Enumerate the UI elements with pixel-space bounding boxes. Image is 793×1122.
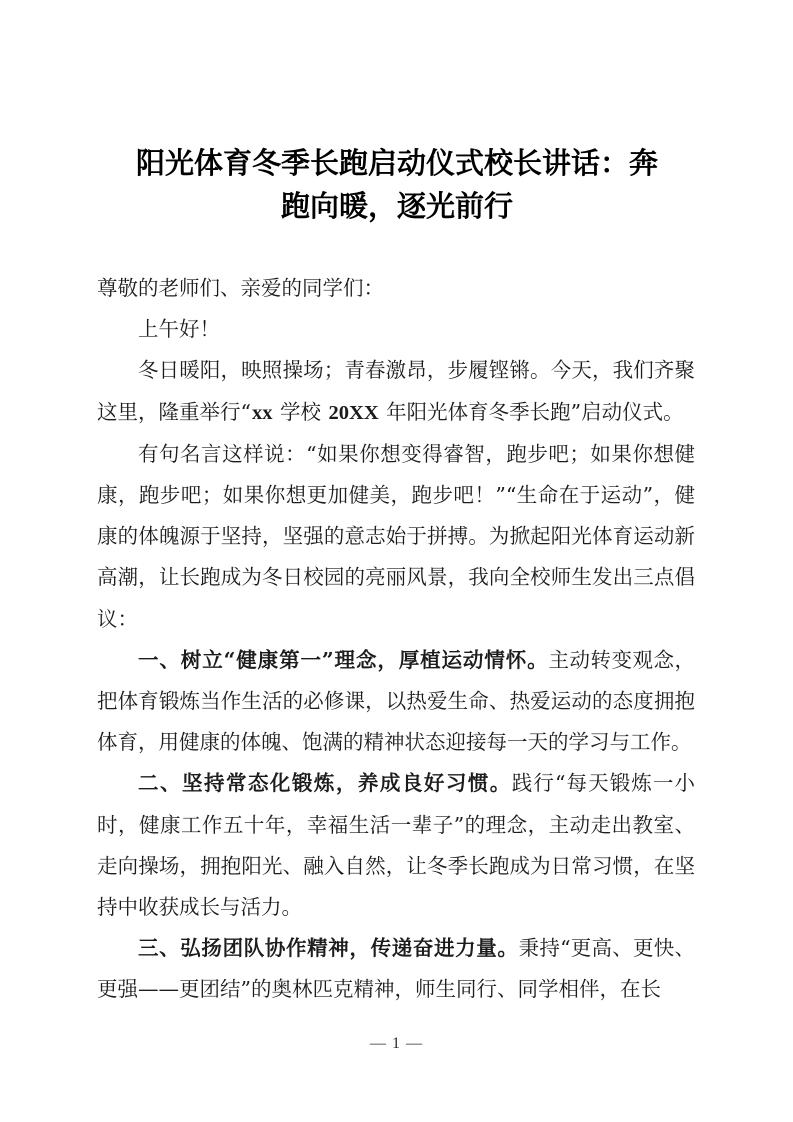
- page-title-line-1: 阳光体育冬季长跑启动仪式校长讲话：奔: [135, 146, 658, 180]
- point-one-heading: 一、树立“健康第一”理念，厚植运动情怀。: [138, 647, 549, 672]
- school-placeholder-text: xx: [251, 401, 273, 424]
- point-three-text: 秉持“更高、更快、更强——更团结”的奥林匹克精神，师生同行、同学相伴，在长: [97, 936, 696, 1002]
- document-body: [97, 268, 695, 1011]
- paragraph-point-three: [97, 928, 695, 1010]
- paragraph-greeting: [97, 309, 695, 350]
- page-number-footer: [0, 1035, 793, 1053]
- page-title: [97, 142, 697, 228]
- greeting-text: 上午好！: [138, 317, 220, 342]
- page-number: — 1 —: [370, 1035, 423, 1052]
- point-three-heading: 三、弘扬团队协作精神，传递奋进力量。: [138, 936, 519, 961]
- salutation-text: 尊敬的老师们、亲爱的同学们：: [97, 276, 384, 300]
- year-placeholder-text: 20XX: [328, 401, 379, 424]
- paragraph-opening: [97, 350, 695, 433]
- opening-lead-text: 冬日暖阳，映照操场；青春激昂，步履铿锵。今天，我们齐聚这里，隆重举行“: [97, 358, 695, 424]
- opening-tail-text: ”启动仪式。: [570, 399, 684, 424]
- paragraph-salutation: [97, 268, 695, 309]
- opening-mid-text-2: 年阳光体育冬季长跑: [379, 399, 571, 424]
- paragraph-point-one: [97, 640, 695, 764]
- quote-intro-text: 有句名言这样说：“如果你想变得睿智，跑步吧；如果你想健康，跑步吧；如果你想更加健美，跑步吧！”“生命在于运动”，健康的体魄源于坚持，坚强的意志始于拼搏。为掀起阳光体育运动新高潮，让长跑成为冬日校园的亮丽风景，我向全校师生发出三点倡议：: [97, 441, 695, 631]
- point-one-text: 主动转变观念，把体育锻炼当作生活的必修课，以热爱生命、热爱运动的态度拥抱体育，用健康的体魄、饱满的精神状态迎接每一天的学习与工作。: [97, 647, 695, 755]
- point-two-text: 践行“每天锻炼一小时，健康工作五十年，幸福生活一辈子”的理念，主动走出教室、走向操场，拥抱阳光、融入自然，让冬季长跑成为日常习惯，在坚持中收获成长与活力。: [97, 771, 695, 920]
- point-two-heading: 二、坚持常态化锻炼，养成良好习惯。: [138, 771, 512, 796]
- opening-mid-text-1: 学校: [273, 399, 328, 424]
- paragraph-quote-intro: [97, 434, 695, 640]
- paragraph-point-two: [97, 763, 695, 928]
- page-title-line-2: 跑向暖，逐光前行: [280, 189, 513, 223]
